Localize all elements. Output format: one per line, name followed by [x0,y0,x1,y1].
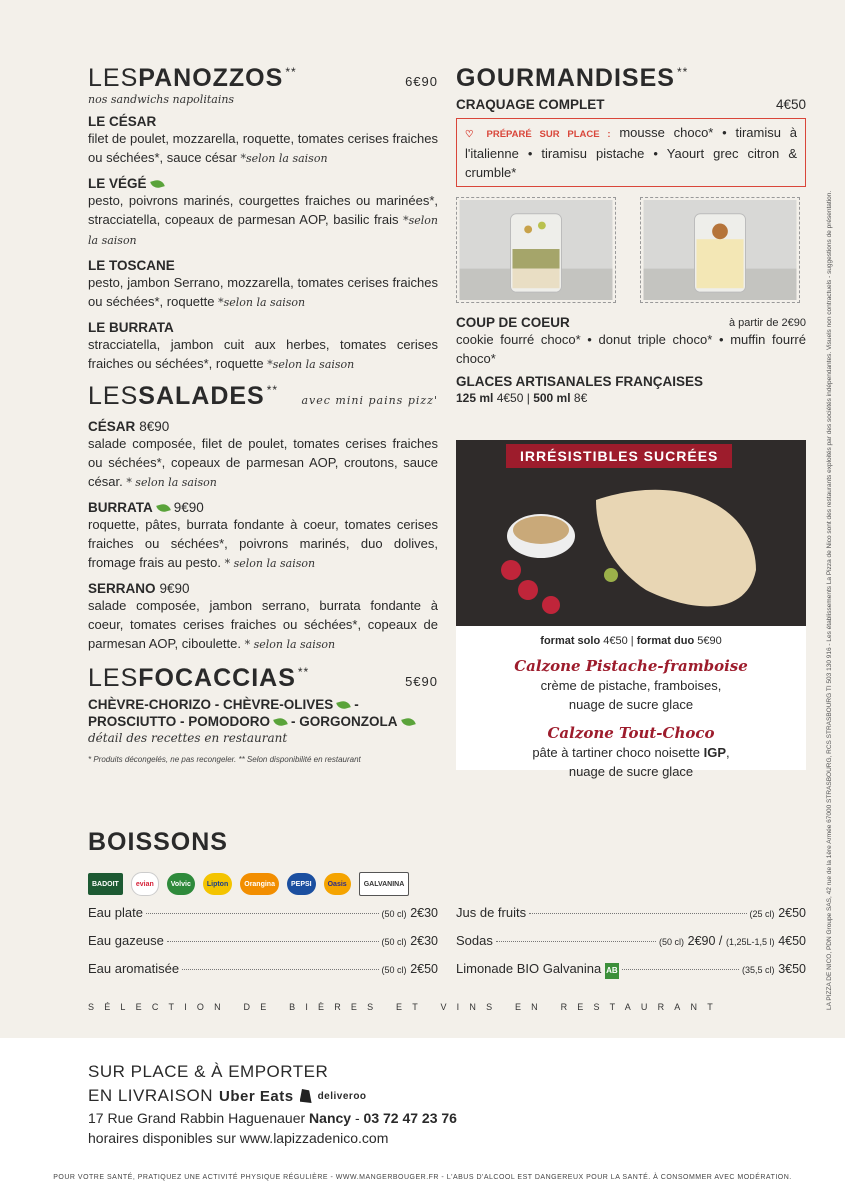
salade-name-text: CÉSAR [88,419,136,434]
promo-body [456,626,806,781]
focaccias-line1 [88,697,438,712]
panozzo-desc-text: pesto, poivrons marinés, courgettes fraiches ou marinées*, stracciatella, copeaux de parmesan AOP, basilic frais [88,193,438,227]
callout-text: mousse choco* • tiramisu à l'italienne • tiramisu pistache • Yaourt grec citron & crumble* [465,125,797,180]
dot-leader [167,941,379,942]
panozzo-item-desc [88,335,438,374]
gourmandises-stars: ** [676,65,689,79]
footnote: * Produits décongelés, ne pas recongeler. ** Selon disponibilité en restaurant [88,755,361,764]
salade-note: * selon la saison [224,557,316,570]
gourmandises-title-text: GOURMANDISES [456,64,675,92]
calzone2-line1: pâte à tartiner choco noisette IGP, [532,745,730,760]
drink-price: 2€90 / [687,934,723,948]
salade-item-desc [88,596,438,654]
focaccias-line2b-text: - GORGONZOLA [291,714,398,729]
panozzos-stars: ** [285,65,297,79]
glaces-size1: 125 ml [456,391,494,405]
drink-vol: (25 cl) [749,909,775,919]
salade-price: 8€90 [139,419,170,434]
focaccias-line1-end: - [354,697,359,712]
promo-formats: format solo 4€50 | format duo 5€90 [540,635,722,647]
drink-vol2: (1,25L-1,5 l) [726,937,775,947]
dot-leader [529,913,746,914]
city-text: Nancy [309,1110,352,1126]
calzone1-line1: crème de pistache, framboises, [540,678,722,693]
dessert-photos [456,197,806,303]
salade-item-name [88,419,438,434]
format-duo: format duo [636,635,695,647]
legal-footer: POUR VOTRE SANTÉ, PRATIQUEZ UNE ACTIVITÉ PHYSIQUE RÉGULIÈRE - WWW.MANGERBOUGER.FR - L'ABUS D'ALCOOL EST DANGEREUX POUR LA SANTÉ. À CONSOMMER AVEC MODÉRATION. [53,1174,792,1181]
panozzo-item-name: LE CÉSAR [88,114,157,129]
galvanina-logo: GALVANINA [359,872,410,896]
salade-desc-text: salade composée, jambon serrano, burrata fondante à coeur, tomates cerises fraiches ou séchées*, copeaux de parmesan AOP, ciboulette. [88,598,438,651]
drink-vol: (50 cl) [659,937,685,947]
coup-de-coeur-row [456,315,806,330]
phone-link[interactable]: 03 72 47 23 76 [363,1110,457,1126]
panozzos-subtitle: nos sandwichs napolitains [88,93,235,106]
drink-name: Jus de fruits [456,905,527,920]
drink-price: 2€50 [410,962,438,976]
vegetarian-leaf-icon [156,502,171,513]
drinks-left [88,905,438,989]
vegetarian-leaf-icon [150,178,165,189]
drink-row [456,933,806,961]
calzone-photo [456,440,806,626]
deliveroo-logo[interactable]: deliveroo [317,1090,367,1102]
boissons-title: BOISSONS [88,828,228,856]
vegetarian-leaf-icon [401,716,416,727]
panozzo-item-name: LE BURRATA [88,320,174,335]
panozzo-note: *selon la saison [218,296,306,309]
calzone1-title: Calzone Pistache-framboise [514,657,748,675]
panozzos-title-bold: PANOZZOS [138,64,284,92]
salade-item [88,500,438,573]
salade-desc-text: roquette, pâtes, burrata fondante à coeur, tomates cerises fraiches ou séchées*, poivrons marinés, duo dolives, fromage frais au pesto. [88,517,438,570]
salade-item-name [88,500,438,515]
yaourt-citron-photo [640,197,800,303]
panozzo-item [88,176,438,250]
focaccias-stars: ** [297,665,310,679]
selection-bieres-vins: SÉLECTION DE BIÈRES ET VINS EN RESTAURANT [88,1002,723,1012]
volvic-logo: Volvic [167,873,195,895]
drink-price: 3€50 [778,962,806,976]
price-duo: 5€90 [697,635,722,647]
salade-item [88,419,438,492]
panozzo-item [88,320,438,374]
drink-name: Sodas [456,933,493,948]
evian-logo: evian [131,872,159,896]
drink-vol: (50 cl) [381,909,407,919]
panozzo-item [88,114,438,168]
dot-leader [622,969,739,970]
salade-name-text: BURRATA [88,500,153,515]
footer-address: 17 Rue Grand Rabbin Haguenauer Nancy - 03 72 47 23 76 [88,1110,457,1126]
salade-price: 9€90 [159,581,190,596]
drink-row [88,961,438,989]
footer-line2-text: EN LIVRAISON [88,1086,214,1105]
focaccias-title-thin: LES [88,664,139,692]
focaccias-line1-text: CHÈVRE-CHORIZO - CHÈVRE-OLIVES [88,697,334,712]
salade-item-desc [88,434,438,492]
oasis-logo: Oasis [324,873,351,895]
salades-title [88,382,438,411]
drink-name: Eau plate [88,905,143,920]
panozzos-price: 6€90 [405,74,438,89]
salades-subtitle: avec mini pains pizz' [301,394,438,407]
panozzo-note: *selon la saison [267,358,355,371]
salade-note: * selon la saison [244,638,336,651]
salade-item-name [88,581,438,596]
drink-row [88,933,438,961]
lipton-logo: Lipton [203,873,232,895]
drink-row [456,961,806,989]
drink-row [88,905,438,933]
panozzo-item-desc [88,129,438,168]
glaces-price1: 4€50 [496,391,524,405]
vegetarian-leaf-icon [273,716,288,727]
drink-name: Eau aromatisée [88,961,180,976]
calzone1-line2: nuage de sucre glace [568,697,694,712]
glaces-size2: 500 ml [533,391,571,405]
salades-title-thin: LES [88,382,139,410]
heart-icon: ♡ [465,129,479,140]
promo-tag: IRRÉSISTIBLES SUCRÉES [506,444,732,468]
prepare-callout [456,118,806,187]
deliveroo-icon [300,1089,312,1103]
brand-logos [88,872,409,896]
panozzo-desc-text: filet de poulet, mozzarella, roquette, tomates cerises fraiches ou séchées*, sauce césar [88,131,438,165]
salade-item [88,581,438,654]
focaccias-title [88,664,438,693]
focaccias-price: 5€90 [405,674,438,689]
address-text: 17 Rue Grand Rabbin Haguenauer [88,1110,306,1126]
vegetarian-leaf-icon [336,699,351,710]
pepsi-logo: PEPSI [287,873,316,895]
drink-vol: (50 cl) [381,937,407,947]
focaccias-line2 [88,714,438,729]
salade-item-desc [88,515,438,573]
bio-label-icon: AB [605,963,619,979]
drink-price: 2€30 [410,906,438,920]
tiramisu-pistache-photo [456,197,616,303]
panozzo-item-desc [88,273,438,312]
dessert-jar-image [643,200,797,300]
glaces-price2: 8€ [573,391,588,405]
footer-hours[interactable]: horaires disponibles sur www.lapizzadenico.com [88,1130,389,1146]
left-column [88,64,438,764]
side-legal-text: LA PIZZA DE NICO, PDN Groupe SAS, 42 rue de la 1ère Armée 67000 STRASBOURG, RCS STRASBOURG TI 503 130 916 - Les établissements La Pizza de Nico sont des restaurants exploités par des sociétés indépendantes. Visuels non contractuels - suggestions de présentation. [826,190,833,1010]
panozzo-note: *selon la saison [88,214,438,247]
calzone-promo [456,440,806,779]
drink-price: 2€30 [410,934,438,948]
panozzo-item-name: LE TOSCANE [88,258,175,273]
callout-tag-text: PRÉPARÉ SUR PLACE : [486,129,611,140]
panozzos-title [88,64,438,93]
coup-price: à partir de 2€90 [728,316,806,329]
glaces-prices: 125 ml 4€50 | 500 ml 8€ [456,391,588,405]
panozzo-name-text: LE VÉGÉ [88,176,147,191]
craquage-row [456,97,806,112]
dot-leader [182,969,378,970]
dot-leader [146,913,379,914]
craquage-price: 4€50 [775,97,806,112]
badoit-logo: BADOIT [88,873,123,895]
format-solo: format solo [540,635,601,647]
panozzo-item-name [88,176,438,191]
dot-leader [496,941,656,942]
drink-price2: 4€50 [778,934,806,948]
drink-price: 2€50 [778,906,806,920]
salade-note: * selon la saison [126,476,217,489]
drinks-right [456,905,806,989]
calzone2-line1a: pâte à tartiner choco noisette [532,745,700,760]
footer-line1: SUR PLACE & À EMPORTER [88,1062,329,1081]
glaces-name: GLACES ARTISANALES FRANÇAISES [456,374,704,389]
drink-vol: (50 cl) [381,965,407,975]
drink-name: Limonade BIO Galvanina [456,961,602,976]
focaccias-title-bold: FOCACCIAS [138,664,296,692]
craquage-name: CRAQUAGE COMPLET [456,97,605,112]
panozzo-item [88,258,438,312]
ubereats-logo[interactable]: Uber Eats [219,1087,294,1105]
focaccias-detail: détail des recettes en restaurant [88,731,288,745]
callout-tag [465,129,611,140]
gourmandises-title [456,64,806,93]
salades-title-bold: SALADES [138,382,265,410]
panozzo-desc-text: stracciatella, jambon cuit aux herbes, tomates cerises fraiches ou séchées*, roquette [88,337,438,371]
footer-line2 [88,1086,367,1106]
coup-desc: cookie fourré choco* • donut triple choco* • muffin fourré choco* [456,332,806,366]
focaccias-line2a-text: PROSCIUTTO - POMODORO [88,714,271,729]
drink-vol: (35,5 cl) [742,965,775,975]
salade-name-text: SERRANO [88,581,156,596]
calzone2-line2: nuage de sucre glace [568,764,694,779]
salade-desc-text: salade composée, filet de poulet, tomates cerises fraiches ou séchées*, copeaux de parmesan AOP, croutons, sauce césar. [88,436,438,489]
orangina-logo: Orangina [240,873,279,895]
calzone2-title: Calzone Tout-Choco [547,724,715,742]
drink-name: Eau gazeuse [88,933,164,948]
panozzo-item-desc [88,191,438,250]
salade-price: 9€90 [173,500,204,515]
coup-name: COUP DE COEUR [456,315,570,330]
salades-stars: ** [266,383,279,397]
drink-row [456,905,806,933]
panozzo-desc-text: pesto, jambon Serrano, mozzarella, tomates cerises fraiches ou séchées*, roquette [88,275,438,309]
panozzos-title-thin: LES [88,64,139,92]
panozzo-note: *selon la saison [240,152,328,165]
right-column [456,64,806,405]
dessert-jar-image [459,200,613,300]
price-solo: 4€50 [603,635,628,647]
calzone2-igp: IGP [703,745,727,760]
